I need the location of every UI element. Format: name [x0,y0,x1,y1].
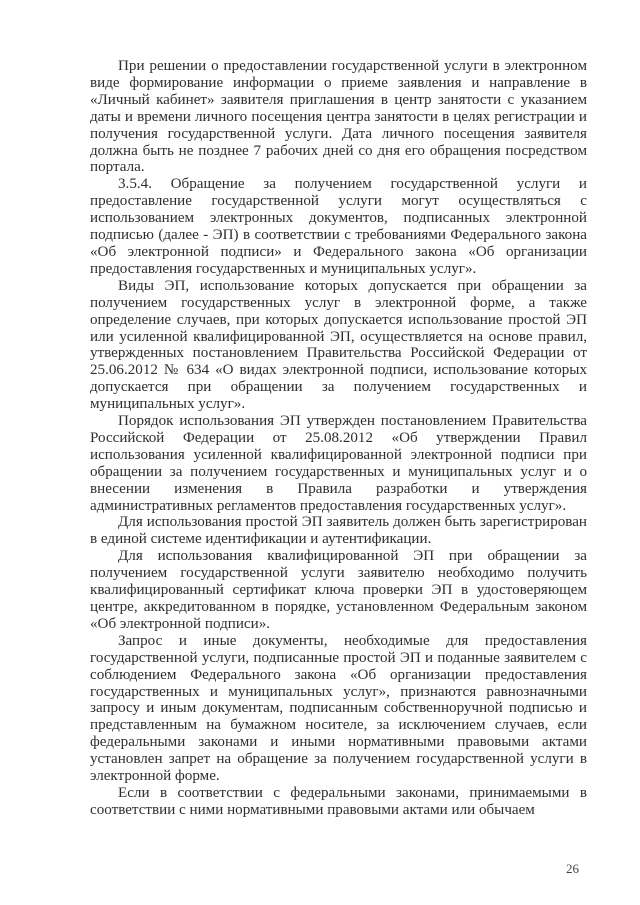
paragraph-ep-procedure: Порядок использования ЭП утвержден постановлением Правительства Российской Федерации от 25.08.2012 «Об утверждении Правил использования усиленной квалифицированной электронной подписи при обращении за получением государственных и муниципальных услуг и о внесении изменения в Правила разработки и утверждения административных регламентов предоставления государственных услуг». [90,413,587,514]
paragraph-ep-types: Виды ЭП, использование которых допускается при обращении за получением государственных услуг в электронной форме, а также определение случаев, при которых допускается использование простой ЭП или усиленной квалифицированной ЭП, осуществляется на основе правил, утвержденных постановлением Правительства Российской Федерации от 25.06.2012 № 634 «О видах электронной подписи, использование которых допускается при обращении за получением государственных и муниципальных услуг». [90,277,587,413]
paragraph-portal-visit: При решении о предоставлении государственной услуги в электронном виде формирование информации о приеме заявления и направление в «Личный кабинет» заявителя приглашения в центр занятости с указанием даты и времени личного посещения центра занятости в целях регистрации и получения государственной услуги. Дата личного посещения заявителя должна быть не позднее 7 рабочих дней со дня его обращения посредством портала. [90,58,587,176]
page-number: 26 [566,861,579,876]
body-text [90,58,587,819]
paragraph-3-5-4: 3.5.4. Обращение за получением государственной услуги и предоставление государственной услуги могут осуществляться с использованием электронных документов, подписанных электронной подписью (далее - ЭП) в соответствии с требованиями Федерального закона «Об электронной подписи» и Федерального закона «Об организации предоставления государственных и муниципальных услуг». [90,176,587,277]
paragraph-qualified-ep: Для использования квалифицированной ЭП при обращении за получением государственной услуги заявителю необходимо получить квалифицированный сертификат ключа проверки ЭП в удостоверяющем центре, аккредитованном в порядке, установленном Федеральным законом «Об электронной подписи». [90,548,587,632]
paragraph-federal-laws: Если в соответствии с федеральными законами, принимаемыми в соответствии с ними нормативными правовыми актами или обычаем [90,784,587,818]
paragraph-request-documents: Запрос и иные документы, необходимые для предоставления государственной услуги, подписанные простой ЭП и поданные заявителем с соблюдением Федерального закона «Об организации предоставления государственных и муниципальных услуг», признаются равнозначными запросу и иным документам, подписанным собственноручной подписью и представленным на бумажном носителе, за исключением случаев, если федеральными законами и иными нормативными правовыми актами установлен запрет на обращение за получением государственной услуги в электронной форме. [90,632,587,785]
paragraph-simple-ep: Для использования простой ЭП заявитель должен быть зарегистрирован в единой системе идентификации и аутентификации. [90,514,587,548]
